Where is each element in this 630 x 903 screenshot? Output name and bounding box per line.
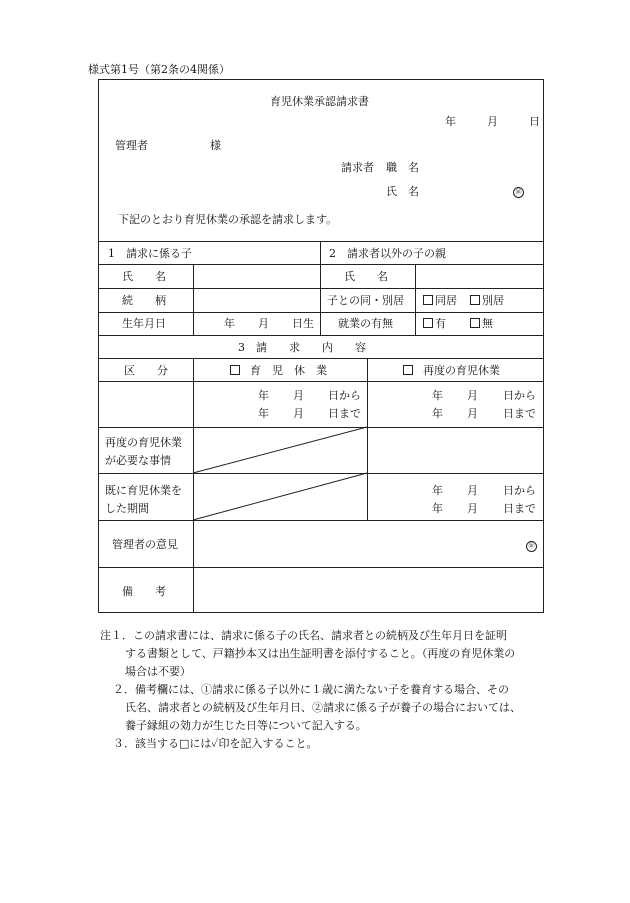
note-line: 養子縁組の効力が生じた日等について記入する。 (125, 719, 367, 732)
previous-to-day: 日まで (503, 502, 536, 515)
requester-name-label: 氏 名 (386, 185, 419, 198)
cohabit-option-together[interactable]: 同居 (423, 295, 457, 306)
cohabit-option-separate[interactable]: 別居 (470, 295, 504, 306)
checkbox-icon[interactable] (423, 295, 433, 305)
note-line: 氏名、請求者との続柄及び生年月日、②請求に係る子が養子の場合においては、 (125, 701, 521, 714)
repeat-to-year: 年 (432, 407, 443, 420)
childcare-from-day: 日から (328, 389, 361, 402)
childcare-to-day: 日まで (328, 407, 361, 420)
note-line: 場合は不要） (125, 665, 191, 678)
repeat-from-day: 日から (503, 389, 536, 402)
checkbox-icon[interactable] (470, 318, 480, 328)
date-day: 日 (529, 115, 540, 128)
parent-employment-label: 就業の有無 (338, 317, 393, 330)
option-childcare-leave[interactable]: 育 児 休 業 (230, 365, 327, 376)
checkbox-icon[interactable] (470, 295, 480, 305)
previous-to-month: 月 (467, 502, 478, 515)
child-birth-year: 年 (224, 317, 235, 330)
form-number: 様式第1号（第2条の4関係） (88, 63, 230, 76)
manager-seal-icon: ㊞ (526, 539, 537, 552)
repeat-to-month: 月 (467, 407, 478, 420)
child-birth-month: 月 (258, 317, 269, 330)
strike-previous-period (193, 473, 367, 520)
section3-header: 3 請 求 内 容 (238, 341, 366, 354)
note-line: する書類として、戸籍抄本又は出生証明書を添付すること。（再度の育児休業の (125, 647, 516, 660)
previous-to-year: 年 (432, 502, 443, 515)
checkbox-icon[interactable] (230, 365, 240, 375)
repeat-from-year: 年 (432, 389, 443, 402)
option-repeat-leave[interactable]: 再度の育児休業 (403, 365, 500, 376)
child-birth-label: 生年月日 (122, 317, 166, 330)
strike-repeat-reason (193, 427, 367, 473)
form-title: 育児休業承認請求書 (270, 95, 369, 108)
note-line: ３．該当する□には✓印を記入すること。 (113, 737, 318, 750)
previous-period-label-line1: 既に育児休業を (105, 484, 182, 497)
repeat-to-day: 日まで (503, 407, 536, 420)
previous-from-day: 日から (503, 484, 536, 497)
childcare-from-year: 年 (258, 389, 269, 402)
parent-name-label: 氏 名 (344, 270, 388, 283)
parent-cohabit-label: 子との同・別居 (327, 294, 404, 307)
addressee-manager: 管理者 (115, 139, 148, 152)
previous-from-year: 年 (432, 484, 443, 497)
note-line: ２．備考欄には、①請求に係る子以外に１歳に満たない子を養育する場合、その (113, 683, 509, 696)
repeat-reason-label-line2: が必要な事情 (105, 454, 171, 467)
requester-label: 請求者 (341, 161, 374, 174)
previous-period-label-line2: した期間 (105, 502, 149, 515)
category-label: 区 分 (124, 364, 168, 377)
checkbox-icon[interactable] (403, 365, 413, 375)
request-sentence: 下記のとおり育児休業の承認を請求します。 (118, 213, 338, 226)
repeat-from-month: 月 (467, 389, 478, 402)
employment-option-no[interactable]: 無 (470, 318, 493, 329)
childcare-to-year: 年 (258, 407, 269, 420)
section1-header: 1 請求に係る子 (108, 247, 192, 260)
requester-position-label: 職 名 (386, 161, 419, 174)
child-relation-label: 続 柄 (122, 294, 166, 307)
checkbox-icon[interactable] (423, 318, 433, 328)
section2-header: 2 請求者以外の子の親 (329, 247, 446, 260)
employment-option-yes[interactable]: 有 (423, 318, 446, 329)
childcare-to-month: 月 (293, 407, 304, 420)
requester-seal-icon: ㊞ (513, 185, 524, 198)
remarks-label: 備 考 (122, 585, 166, 598)
child-name-label: 氏 名 (122, 270, 166, 283)
child-birth-day: 日生 (292, 317, 314, 330)
note-line: 注１．この請求書には、請求に係る子の氏名、請求者との続柄及び生年月日を証明 (100, 629, 507, 642)
addressee-honorific: 様 (210, 139, 221, 152)
date-month: 月 (487, 115, 498, 128)
childcare-from-month: 月 (293, 389, 304, 402)
repeat-reason-label-line1: 再度の育児休業 (105, 436, 182, 449)
previous-from-month: 月 (467, 484, 478, 497)
date-year: 年 (445, 115, 456, 128)
manager-opinion-label: 管理者の意見 (112, 538, 178, 551)
